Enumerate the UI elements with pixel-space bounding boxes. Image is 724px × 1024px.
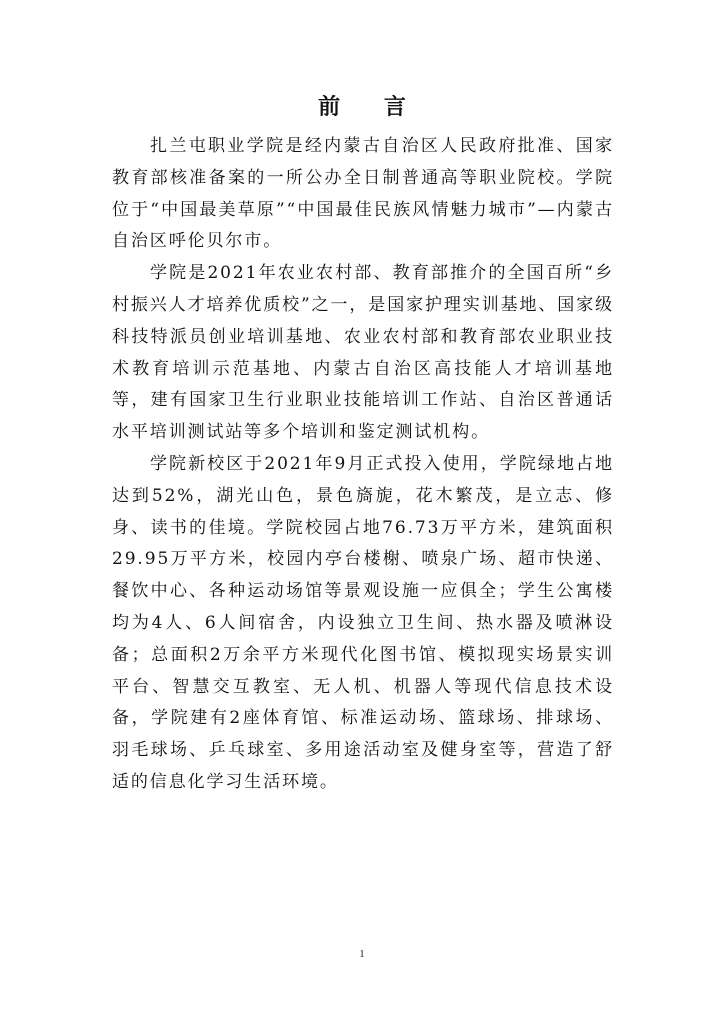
paragraph-3: 学院新校区于2021年9月正式投入使用，学院绿地占地达到52%，湖光山色，景色旖旎，花木繁茂，是立志、修身、读书的佳境。学院校园占地76.73万平方米，建筑面积29.95万平方米，校园内亭台楼榭、喷泉广场、超市快递、餐饮中心、各种运动场馆等景观设施一应俱全；学生公寓楼均为4人、6人间宿舍，内设独立卫生间、热水器及喷淋设备；总面积2万余平方米现代化图书馆、模拟现实场景实训平台、智慧交互教室、无人机、机器人等现代信息技术设备，学院建有2座体育馆、标准运动场、篮球场、排球场、羽毛球场、乒乓球室、多用途活动室及健身室等，营造了舒适的信息化学习生活环境。 (112, 453, 614, 792)
body-text (112, 131, 614, 799)
page-number: 1 (359, 949, 365, 960)
page-title: 前 言 (318, 94, 424, 120)
paragraph-1: 扎兰屯职业学院是经内蒙古自治区人民政府批准、国家教育部核准备案的一所公办全日制普通高等职业院校。学院位于“中国最美草原”“中国最佳民族风情魅力城市”—内蒙古自治区呼伦贝尔市。 (112, 136, 614, 252)
paragraph-2: 学院是2021年农业农村部、教育部推介的全国百所“乡村振兴人才培养优质校”之一，是国家护理实训基地、国家级科技特派员创业培训基地、农业农村部和教育部农业职业技术教育培训示范基地、内蒙古自治区高技能人才培训基地等，建有国家卫生行业职业技能培训工作站、自治区普通话水平培训测试站等多个培训和鉴定测试机构。 (112, 263, 614, 443)
